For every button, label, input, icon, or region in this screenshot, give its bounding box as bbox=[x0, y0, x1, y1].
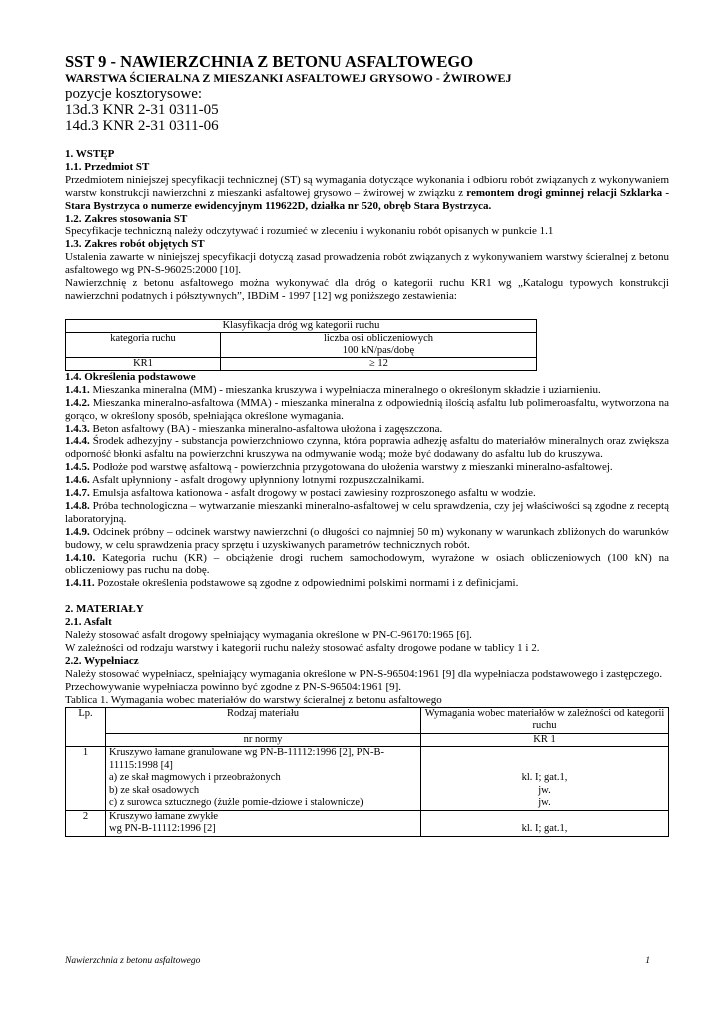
definition-number: 1.4.4. bbox=[65, 435, 90, 448]
section-1 bbox=[65, 148, 669, 837]
definition-item bbox=[65, 423, 669, 436]
definition-item bbox=[65, 474, 669, 487]
table-cell: ≥ 12 bbox=[221, 357, 537, 370]
definition-number: 1.4.5. bbox=[65, 461, 90, 474]
table-cell: KR1 bbox=[66, 357, 221, 370]
cell-line: c) z surowca sztucznego (żużle pomie-dziowe i stalownicze) bbox=[109, 797, 364, 809]
cell-line: kl. I; gat.1, bbox=[521, 822, 568, 834]
definition-number: 1.4.9. bbox=[65, 525, 90, 538]
definition-text: Podłoże pod warstwę asfaltową - powierzchnia przygotowana do ułożenia warstwy z mieszanki mineralno-asfaltowej. bbox=[89, 461, 613, 474]
table-header-cell: kategoria ruchu bbox=[66, 332, 221, 357]
paragraph-bold-text: remontem drogi gminnej relacji Szklarka - Stara Bystrzyca o numerze ewidencyjnym 119622D, działka nr 520, obręb Stara Bystrzyca. bbox=[65, 186, 669, 212]
definition-text: Odcinek próbny – odcinek warstwy nawierzchni (o długości co najmniej 50 m) wykonany w warunkach zbliżonych do warunków budowy, w celu sprawdzenia pracy sprzętu i uzyskiwanych parametrów technicznych robót. bbox=[65, 525, 669, 551]
positions-label: pozycje kosztorysowe: bbox=[65, 86, 203, 102]
definition-text: Próba technologiczna – wytwarzanie mieszanki mineralno-asfaltowej w celu sprawdzenia, czy jej właściwości są zgodne z receptą laboratoryjną. bbox=[65, 499, 669, 525]
table-title: Klasyfikacja dróg wg kategorii ruchu bbox=[66, 319, 537, 332]
definitions-list bbox=[65, 384, 669, 591]
definition-item bbox=[65, 577, 669, 590]
definition-number: 1.4.3. bbox=[65, 422, 90, 435]
table-caption: Tablica 1. Wymagania wobec materiałów do warstwy ścieralnej z betonu asfaltowego bbox=[65, 693, 442, 706]
subsection-heading: 1.4. Określenia podstawowe bbox=[65, 370, 196, 383]
document-page bbox=[65, 52, 669, 837]
definition-item bbox=[65, 397, 669, 423]
paragraph: Przechowywanie wypełniacza powinno być zgodne z PN-S-96504:1961 [9]. bbox=[65, 680, 402, 693]
table-header-cell: nr normy bbox=[106, 733, 421, 747]
paragraph: W zależności od rodzaju warstwy i kategorii ruchu należy stosować asfalty drogowe podane w tablicy 1 i 2. bbox=[65, 642, 540, 654]
table-row bbox=[66, 747, 669, 811]
table-header-cell bbox=[221, 332, 537, 357]
definition-text: Asfalt upłynniony - asfalt drogowy upłynniony lotnymi rozpuszczalnikami. bbox=[89, 474, 425, 487]
cell-line: jw. bbox=[538, 784, 551, 796]
definition-number: 1.4.2. bbox=[65, 396, 90, 409]
section-heading: 1. WSTĘP bbox=[65, 148, 115, 160]
definition-number: 1.4.1. bbox=[65, 383, 90, 396]
table-header-cell: Wymagania wobec materiałów w zależności od kategorii ruchu bbox=[421, 707, 669, 733]
section-heading: 2. MATERIAŁY bbox=[65, 603, 144, 616]
table-header-cell: KR 1 bbox=[421, 733, 669, 747]
definition-item bbox=[65, 384, 669, 397]
definition-text: Emulsja asfaltowa kationowa - asfalt drogowy w postaci zawiesiny rozproszonego asfaltu w wodzie. bbox=[89, 487, 536, 500]
doc-title: SST 9 - NAWIERZCHNIA Z BETONU ASFALTOWEGO bbox=[65, 52, 474, 71]
definition-number: 1.4.6. bbox=[65, 474, 90, 487]
definition-item bbox=[65, 552, 669, 578]
cell-line: kl. I; gat.1, bbox=[521, 772, 568, 784]
table-cell bbox=[106, 810, 421, 836]
cell-line: Kruszywo łamane granulowane wg PN-B-11112:1996 [2], PN-B-11115:1998 [4] bbox=[109, 747, 384, 771]
definition-text: Pozostałe określenia podstawowe są zgodne z odpowiednimi polskimi normami i z definicjami. bbox=[94, 577, 519, 590]
paragraph bbox=[65, 174, 669, 213]
cell-line: b) ze skał osadowych bbox=[109, 784, 200, 796]
table-cell bbox=[421, 747, 669, 811]
paragraph: Należy stosować asfalt drogowy spełniający wymagania określone w PN-C-96170:1965 [6]. bbox=[65, 629, 472, 642]
paragraph-text: Przedmiotem niniejszej specyfikacji technicznej (ST) są wymagania dotyczące wykonania i odbioru robót związanych z wykonywaniem warstw konstrukcji nawierzchni z mieszanki asfaltowej grysowo – żwirowej w związku z bbox=[65, 173, 669, 199]
paragraph: Specyfikacje techniczną należy odczytywać i rozumieć w zleceniu i wykonaniu robót opisanych w punkcie 1.1 bbox=[65, 225, 554, 238]
table-header-cell: Lp. bbox=[66, 707, 106, 747]
subsection-heading: 1.2. Zakres stosowania ST bbox=[65, 212, 188, 225]
subsection-heading: 2.2. Wypełniacz bbox=[65, 654, 139, 667]
cell-line: jw. bbox=[538, 797, 551, 809]
cell-line: Kruszywo łamane zwykłe bbox=[109, 810, 219, 822]
cell-line: a) ze skał magmowych i przeobrażonych bbox=[109, 772, 281, 784]
doc-subtitle: WARSTWA ŚCIERALNA Z MIESZANKI ASFALTOWEJ GRYSOWO - ŻWIROWEJ bbox=[65, 71, 512, 85]
definition-text: Beton asfaltowy (BA) - mieszanka mineralno-asfaltowa ułożona i zagęszczona. bbox=[89, 422, 443, 435]
definition-number: 1.4.10. bbox=[65, 551, 96, 564]
paragraph: Należy stosować wypełniacz, spełniający wymagania określone w PN-S-96504:1961 [9] dla wypełniacza podstawowego i zastępczego. bbox=[65, 667, 663, 680]
definition-item bbox=[65, 487, 669, 500]
paragraph: Ustalenia zawarte w niniejszej specyfikacji dotyczą zasad prowadzenia robót związanych z wykonywaniem warstwy ścieralnej z betonu asfaltowego wg PN-S-96025:2000 [10]. bbox=[65, 251, 669, 277]
table-cell bbox=[106, 747, 421, 811]
table-header-line: liczba osi obliczeniowych bbox=[323, 332, 434, 344]
table-header-line: 100 kN/pas/dobę bbox=[342, 344, 415, 356]
table-cell: 2 bbox=[66, 810, 106, 836]
definition-text: Środek adhezyjny - substancja powierzchniowo czynna, która poprawia adhezję asfaltu do materiałów mineralnych oraz zwiększa odporność błonki asfaltu na powierzchni kruszywa na odmywanie wodą; może być dodawany do asfaltu lub do kruszywa. bbox=[65, 435, 669, 461]
table-header-cell: Rodzaj materiału bbox=[106, 707, 421, 733]
footer-text: Nawierzchnia z betonu asfaltowego bbox=[65, 956, 201, 966]
table-row bbox=[66, 810, 669, 836]
definition-text: Kategoria ruchu (KR) – obciążenie drogi ruchem samochodowym, wyrażone w osiach obliczeniowych (100 kN) na obliczeniowy pas ruchu na dobę. bbox=[65, 551, 669, 577]
subsection-heading: 1.1. Przedmiot ST bbox=[65, 160, 150, 173]
definition-number: 1.4.7. bbox=[65, 487, 90, 500]
definition-number: 1.4.8. bbox=[65, 499, 90, 512]
definition-item bbox=[65, 461, 669, 474]
page-footer bbox=[65, 956, 650, 966]
definition-item bbox=[65, 526, 669, 552]
traffic-class-table bbox=[65, 319, 537, 371]
definition-text: Mieszanka mineralna (MM) - mieszanka kruszywa i wypełniacza mineralnego o określonym składzie i uziarnieniu. bbox=[89, 383, 601, 396]
paragraph: Nawierzchnię z betonu asfaltowego można wykonywać dla dróg o kategorii ruchu KR1 wg „Katalogu typowych konstrukcji nawierzchni podatnych i półsztywnych”, IBDiM - 1997 [12] wg poniższego zestawienia: bbox=[65, 277, 669, 302]
cell-line: wg PN-B-11112:1996 [2] bbox=[109, 823, 216, 835]
subsection-heading: 2.1. Asfalt bbox=[65, 616, 112, 629]
table-cell bbox=[421, 810, 669, 836]
definition-number: 1.4.11. bbox=[65, 577, 95, 590]
definition-item bbox=[65, 435, 669, 461]
page-number: 1 bbox=[645, 956, 650, 966]
table-cell: 1 bbox=[66, 747, 106, 811]
definition-item bbox=[65, 500, 669, 526]
position-2: 14d.3 KNR 2-31 0311-06 bbox=[65, 118, 219, 134]
definition-text: Mieszanka mineralno-asfaltowa (MMA) - mieszanka mineralna z odpowiednią ilością asfaltu lub polimeroasfaltu, wytworzona na gorąco, w określony sposób, spełniająca określone wymagania. bbox=[65, 396, 669, 422]
subsection-heading: 1.3. Zakres robót objętych ST bbox=[65, 238, 205, 251]
materials-table bbox=[65, 707, 669, 837]
position-1: 13d.3 KNR 2-31 0311-05 bbox=[65, 102, 219, 118]
